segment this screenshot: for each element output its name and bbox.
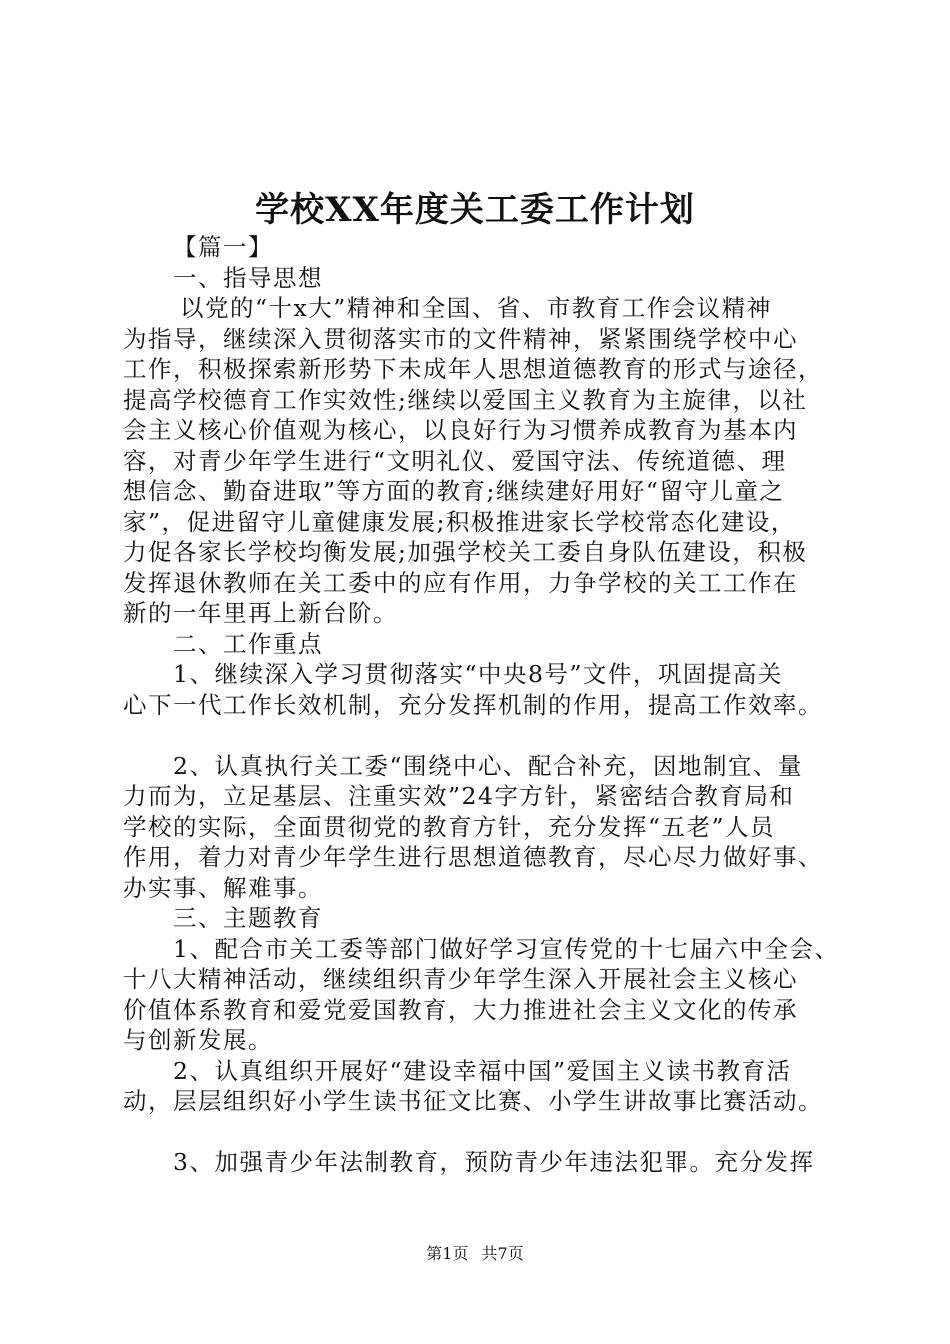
document-title: 学校XX年度关工委工作计划 (255, 190, 695, 230)
heading-guiding-ideology: 一、指导思想 (173, 263, 323, 292)
paragraph-line: 作用，着力对青少年学生进行思想道德教育，尽心尽力做好事、 (123, 843, 823, 871)
paragraph-line: 十八大精神活动，继续组织青少年学生深入开展社会主义核心 (123, 965, 798, 993)
paragraph-gap (123, 720, 833, 751)
paragraph-line: 新的一年里再上新台阶。 (123, 599, 398, 627)
paragraph-line: 与创新发展。 (123, 1026, 273, 1054)
paragraph-line: 以党的“十x大”精神和全国、省、市教育工作会议精神 (180, 294, 772, 322)
paragraph-line: 工作，积极探索新形势下未成年人思想道德教育的形式与途径， (123, 355, 823, 383)
paragraph-line: 想信念、勤奋进取”等方面的教育;继续建好用好“留守儿童之 (123, 477, 785, 505)
paragraph-line: 学校的实际，全面贯彻党的教育方针，充分发挥“五老”人员 (123, 812, 776, 841)
paragraph-line: 会主义核心价值观为核心，以良好行为习惯养成教育为基本内 (123, 416, 798, 444)
paragraph-line: 动，层层组织好小学生读书征文比赛、小学生讲故事比赛活动。 (123, 1087, 823, 1115)
paragraph-line: 容，对青少年学生进行“文明礼仪、爱国守法、传统道德、理 (123, 446, 787, 475)
paragraph-line: 家”，促进留守儿童健康发展;积极推进家长学校常态化建设， (123, 507, 796, 536)
paragraph-line: 力而为，立足基层、注重实效”24字方针，紧密结合教育局和 (123, 782, 795, 810)
document-body (123, 232, 840, 1178)
paragraph-line: 心下一代工作长效机制，充分发挥机制的作用，提高工作效率。 (123, 690, 823, 719)
paragraph-line: 2、认真执行关工委“围绕中心、配合补充，因地制宜、量 (173, 751, 803, 780)
page-footer: 第1页 共7页 (426, 1244, 524, 1263)
paragraph-line: 力促各家长学校均衡发展;加强学校关工委自身队伍建设，积极 (123, 538, 808, 566)
paragraph-line: 1、配合市关工委等部门做好学习宣传党的十七届六中全会、 (173, 934, 840, 963)
heading-work-focus: 二、工作重点 (173, 629, 323, 658)
heading-theme-education: 三、主题教育 (173, 904, 323, 932)
paragraph-line: 办实事、解难事。 (123, 873, 323, 902)
paragraph-gap (123, 1117, 833, 1148)
paragraph-line: 价值体系教育和爱党爱国教育，大力推进社会主义文化的传承 (123, 995, 798, 1024)
paragraph-line: 3、加强青少年法制教育，预防青少年违法犯罪。充分发挥 (173, 1148, 815, 1176)
paragraph-line: 提高学校德育工作实效性;继续以爱国主义教育为主旋律，以社 (123, 385, 808, 414)
paragraph-line: 1、继续深入学习贯彻落实“中央8号”文件，巩固提高关 (173, 660, 783, 688)
section-label: 【篇一】 (173, 233, 273, 261)
paragraph-line: 2、认真组织开展好“建设幸福中国”爱国主义读书教育活 (173, 1056, 792, 1085)
paragraph-line: 发挥退休教师在关工委中的应有作用，力争学校的关工工作在 (123, 568, 798, 597)
paragraph-line: 为指导，继续深入贯彻落实市的文件精神，紧紧围绕学校中心 (123, 324, 798, 353)
